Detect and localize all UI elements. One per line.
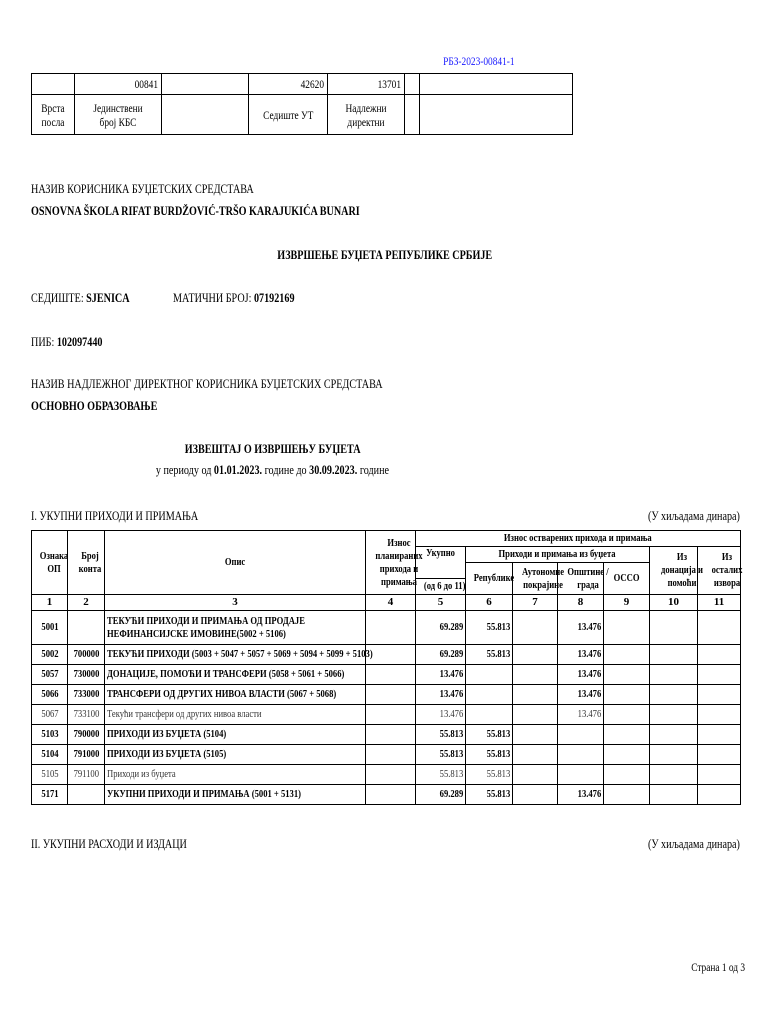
col-number: 6 bbox=[466, 595, 513, 611]
cell-ap bbox=[513, 611, 558, 645]
cell-rep: 55.813 bbox=[466, 785, 513, 805]
id-label-cell bbox=[420, 95, 573, 135]
id-value-cell bbox=[420, 74, 573, 95]
col-number: 9 bbox=[604, 595, 650, 611]
cell-op: 5066 bbox=[32, 685, 68, 705]
cell-op: 5067 bbox=[32, 705, 68, 725]
cell-ap bbox=[513, 685, 558, 705]
cell-opst: 13.476 bbox=[558, 785, 604, 805]
table-row bbox=[32, 645, 741, 665]
col-number: 8 bbox=[558, 595, 604, 611]
direct-user-value: ОСНОВНО ОБРАЗОВАЊЕ bbox=[31, 398, 158, 413]
cell-ukupno: 13.476 bbox=[416, 665, 466, 685]
pib-label: ПИБ: bbox=[31, 334, 55, 349]
reg-value: 07192169 bbox=[253, 290, 295, 305]
id-value-cell: 00841 bbox=[75, 74, 162, 95]
id-value-cell bbox=[32, 74, 75, 95]
id-label-cell: Јединствени број КБС bbox=[75, 95, 162, 135]
cell-ost bbox=[698, 611, 741, 645]
col-number: 1 bbox=[32, 595, 68, 611]
id-value-cell: 13701 bbox=[328, 74, 405, 95]
col-header-ostvareno: Износ остварених прихода и примања bbox=[416, 531, 741, 547]
cell-osso bbox=[604, 685, 650, 705]
cell-osso bbox=[604, 645, 650, 665]
cell-plan bbox=[366, 785, 416, 805]
cell-osso bbox=[604, 665, 650, 685]
reg-label: МАТИЧНИ БРОЈ: bbox=[173, 290, 252, 305]
cell-plan bbox=[366, 765, 416, 785]
cell-opst bbox=[558, 765, 604, 785]
cell-opst bbox=[558, 725, 604, 745]
col-header-ukupno-sub: (од 6 до 11) bbox=[416, 579, 466, 595]
cell-osso bbox=[604, 745, 650, 765]
cell-opst: 13.476 bbox=[558, 665, 604, 685]
col-header-iz-budzeta: Приходи и примања из буџета bbox=[466, 547, 650, 563]
id-value-cell: 42620 bbox=[249, 74, 328, 95]
col-number: 10 bbox=[650, 595, 698, 611]
cell-rep: 55.813 bbox=[466, 765, 513, 785]
section2-unit: (У хиљадама динара) bbox=[648, 836, 740, 851]
col-number: 5 bbox=[416, 595, 466, 611]
cell-op: 5171 bbox=[32, 785, 68, 805]
cell-plan bbox=[366, 665, 416, 685]
cell-opst bbox=[558, 745, 604, 765]
cell-konto: 790000 bbox=[68, 725, 105, 745]
col-header-autonomne: Аутономне покрајине bbox=[513, 563, 558, 595]
cell-konto: 733100 bbox=[68, 705, 105, 725]
cell-don bbox=[650, 765, 698, 785]
cell-ost bbox=[698, 665, 741, 685]
budget-title: ИЗВРШЕЊЕ БУЏЕТА РЕПУБЛИКЕ СРБИЈЕ bbox=[277, 247, 493, 262]
document-reference-link[interactable]: РБЗ-2023-00841-1 bbox=[443, 54, 515, 68]
cell-don bbox=[650, 685, 698, 705]
identification-table bbox=[31, 73, 573, 135]
col-header-plan: Износ планираних прихода и примања bbox=[366, 531, 416, 595]
cell-ap bbox=[513, 745, 558, 765]
table-row bbox=[32, 765, 741, 785]
cell-opis: ТРАНСФЕРИ ОД ДРУГИХ НИВОА ВЛАСТИ (5067 + 5068) bbox=[105, 685, 366, 705]
cell-ukupno: 13.476 bbox=[416, 685, 466, 705]
user-name: OSNOVNA ŠKOLA RIFAT BURDŽOVIĆ-TRŠO KARAJUKIĆA BUNARI bbox=[31, 203, 360, 218]
id-label-cell: Седиште УТ bbox=[249, 95, 328, 135]
col-header-konto: Број конта bbox=[68, 531, 105, 595]
col-header-ostalih: Из осталих извора bbox=[698, 547, 741, 595]
col-number: 11 bbox=[698, 595, 741, 611]
cell-osso bbox=[604, 611, 650, 645]
cell-ukupno: 55.813 bbox=[416, 765, 466, 785]
pib-value: 102097440 bbox=[56, 334, 103, 349]
cell-ukupno: 69.289 bbox=[416, 645, 466, 665]
id-label-cell: Врста посла bbox=[32, 95, 75, 135]
cell-osso bbox=[604, 725, 650, 745]
cell-konto: 791100 bbox=[68, 765, 105, 785]
cell-plan bbox=[366, 705, 416, 725]
cell-ap bbox=[513, 785, 558, 805]
cell-don bbox=[650, 611, 698, 645]
cell-opis: ТЕКУЋИ ПРИХОДИ (5003 + 5047 + 5057 + 5069 + 5094 + 5099 + 5103) bbox=[105, 645, 366, 665]
cell-rep bbox=[466, 685, 513, 705]
seat-line bbox=[31, 290, 157, 306]
table-row bbox=[32, 665, 741, 685]
cell-opis: ДОНАЦИЈЕ, ПОМОЋИ И ТРАНСФЕРИ (5058 + 5061 + 5066) bbox=[105, 665, 366, 685]
id-label-cell bbox=[405, 95, 420, 135]
cell-plan bbox=[366, 611, 416, 645]
seat-label: СЕДИШТЕ: bbox=[31, 290, 84, 305]
cell-ukupno: 55.813 bbox=[416, 745, 466, 765]
col-header-opis: Опис bbox=[105, 531, 366, 595]
cell-don bbox=[650, 745, 698, 765]
cell-opst: 13.476 bbox=[558, 705, 604, 725]
col-header-oznaka: Ознака ОП bbox=[32, 531, 68, 595]
column-number-row bbox=[32, 595, 741, 611]
cell-ap bbox=[513, 725, 558, 745]
cell-op: 5105 bbox=[32, 765, 68, 785]
cell-konto: 700000 bbox=[68, 645, 105, 665]
cell-rep: 55.813 bbox=[466, 611, 513, 645]
cell-ost bbox=[698, 725, 741, 745]
cell-ost bbox=[698, 645, 741, 665]
cell-osso bbox=[604, 765, 650, 785]
cell-konto bbox=[68, 611, 105, 645]
report-title: ИЗВЕШТАЈ О ИЗВРШЕЊУ БУЏЕТА bbox=[184, 441, 361, 456]
cell-rep bbox=[466, 705, 513, 725]
cell-ukupno: 13.476 bbox=[416, 705, 466, 725]
cell-opis: ПРИХОДИ ИЗ БУЏЕТА (5104) bbox=[105, 725, 366, 745]
cell-op: 5103 bbox=[32, 725, 68, 745]
cell-konto bbox=[68, 785, 105, 805]
direct-user-label: НАЗИВ НАДЛЕЖНОГ ДИРЕКТНОГ КОРИСНИКА БУЏЕТСКИХ СРЕДСТАВА bbox=[31, 376, 383, 391]
table-row bbox=[32, 745, 741, 765]
cell-plan bbox=[366, 685, 416, 705]
cell-op: 5057 bbox=[32, 665, 68, 685]
cell-opis: Текући трансфери од других нивоа власти bbox=[105, 705, 366, 725]
cell-ukupno: 69.289 bbox=[416, 611, 466, 645]
cell-opis: УКУПНИ ПРИХОДИ И ПРИМАЊА (5001 + 5131) bbox=[105, 785, 366, 805]
cell-rep bbox=[466, 665, 513, 685]
seat-value: SJENICA bbox=[86, 290, 130, 305]
cell-ukupno: 69.289 bbox=[416, 785, 466, 805]
col-header-republike: Републике bbox=[466, 563, 513, 595]
section2-title: II. УКУПНИ РАСХОДИ И ИЗДАЦИ bbox=[31, 836, 187, 851]
user-label: НАЗИВ КОРИСНИКА БУЏЕТСКИХ СРЕДСТАВА bbox=[31, 181, 254, 196]
col-number: 3 bbox=[105, 595, 366, 611]
cell-op: 5002 bbox=[32, 645, 68, 665]
pib-line bbox=[31, 334, 123, 350]
cell-ost bbox=[698, 785, 741, 805]
cell-ap bbox=[513, 665, 558, 685]
col-number: 2 bbox=[68, 595, 105, 611]
id-label-cell: Надлежни директни bbox=[328, 95, 405, 135]
cell-ost bbox=[698, 685, 741, 705]
cell-konto: 730000 bbox=[68, 665, 105, 685]
cell-don bbox=[650, 645, 698, 665]
cell-ost bbox=[698, 745, 741, 765]
cell-ost bbox=[698, 765, 741, 785]
cell-konto: 733000 bbox=[68, 685, 105, 705]
income-table bbox=[31, 530, 741, 805]
cell-rep: 55.813 bbox=[466, 745, 513, 765]
cell-ost bbox=[698, 705, 741, 725]
cell-osso bbox=[604, 705, 650, 725]
reg-line bbox=[173, 290, 329, 306]
id-value-cell bbox=[405, 74, 420, 95]
report-period: у периоду од 01.01.2023. године до 30.09.2023. године bbox=[155, 462, 390, 477]
col-number: 7 bbox=[513, 595, 558, 611]
cell-don bbox=[650, 785, 698, 805]
cell-ukupno: 55.813 bbox=[416, 725, 466, 745]
table-row bbox=[32, 725, 741, 745]
cell-don bbox=[650, 665, 698, 685]
cell-plan bbox=[366, 745, 416, 765]
cell-don bbox=[650, 705, 698, 725]
cell-op: 5104 bbox=[32, 745, 68, 765]
cell-opis: Приходи из буџета bbox=[105, 765, 366, 785]
id-value-cell bbox=[162, 74, 249, 95]
col-number: 4 bbox=[366, 595, 416, 611]
cell-opst: 13.476 bbox=[558, 685, 604, 705]
table-row bbox=[32, 611, 741, 645]
cell-rep: 55.813 bbox=[466, 725, 513, 745]
col-header-osso: ОССО bbox=[604, 563, 650, 595]
cell-don bbox=[650, 725, 698, 745]
cell-ap bbox=[513, 765, 558, 785]
table-row bbox=[32, 785, 741, 805]
cell-konto: 791000 bbox=[68, 745, 105, 765]
id-label-cell bbox=[162, 95, 249, 135]
page-number: Страна 1 од 3 bbox=[691, 960, 745, 974]
cell-ap bbox=[513, 645, 558, 665]
cell-opst: 13.476 bbox=[558, 611, 604, 645]
table-row bbox=[32, 705, 741, 725]
cell-plan bbox=[366, 725, 416, 745]
cell-plan bbox=[366, 645, 416, 665]
table-row bbox=[32, 685, 741, 705]
section1-title: I. УКУПНИ ПРИХОДИ И ПРИМАЊА bbox=[31, 508, 199, 523]
col-header-opstine: Општине / града bbox=[558, 563, 604, 595]
cell-opst: 13.476 bbox=[558, 645, 604, 665]
col-header-donacija: Из донација и помоћи bbox=[650, 547, 698, 595]
cell-opis: ТЕКУЋИ ПРИХОДИ И ПРИМАЊА ОД ПРОДАЈЕ НЕФИНАНСИЈСКЕ ИМОВИНЕ(5002 + 5106) bbox=[105, 611, 366, 645]
cell-osso bbox=[604, 785, 650, 805]
section1-unit: (У хиљадама динара) bbox=[648, 508, 740, 523]
cell-rep: 55.813 bbox=[466, 645, 513, 665]
cell-op: 5001 bbox=[32, 611, 68, 645]
cell-ap bbox=[513, 705, 558, 725]
cell-opis: ПРИХОДИ ИЗ БУЏЕТА (5105) bbox=[105, 745, 366, 765]
col-header-ukupno: Укупно bbox=[416, 547, 466, 579]
